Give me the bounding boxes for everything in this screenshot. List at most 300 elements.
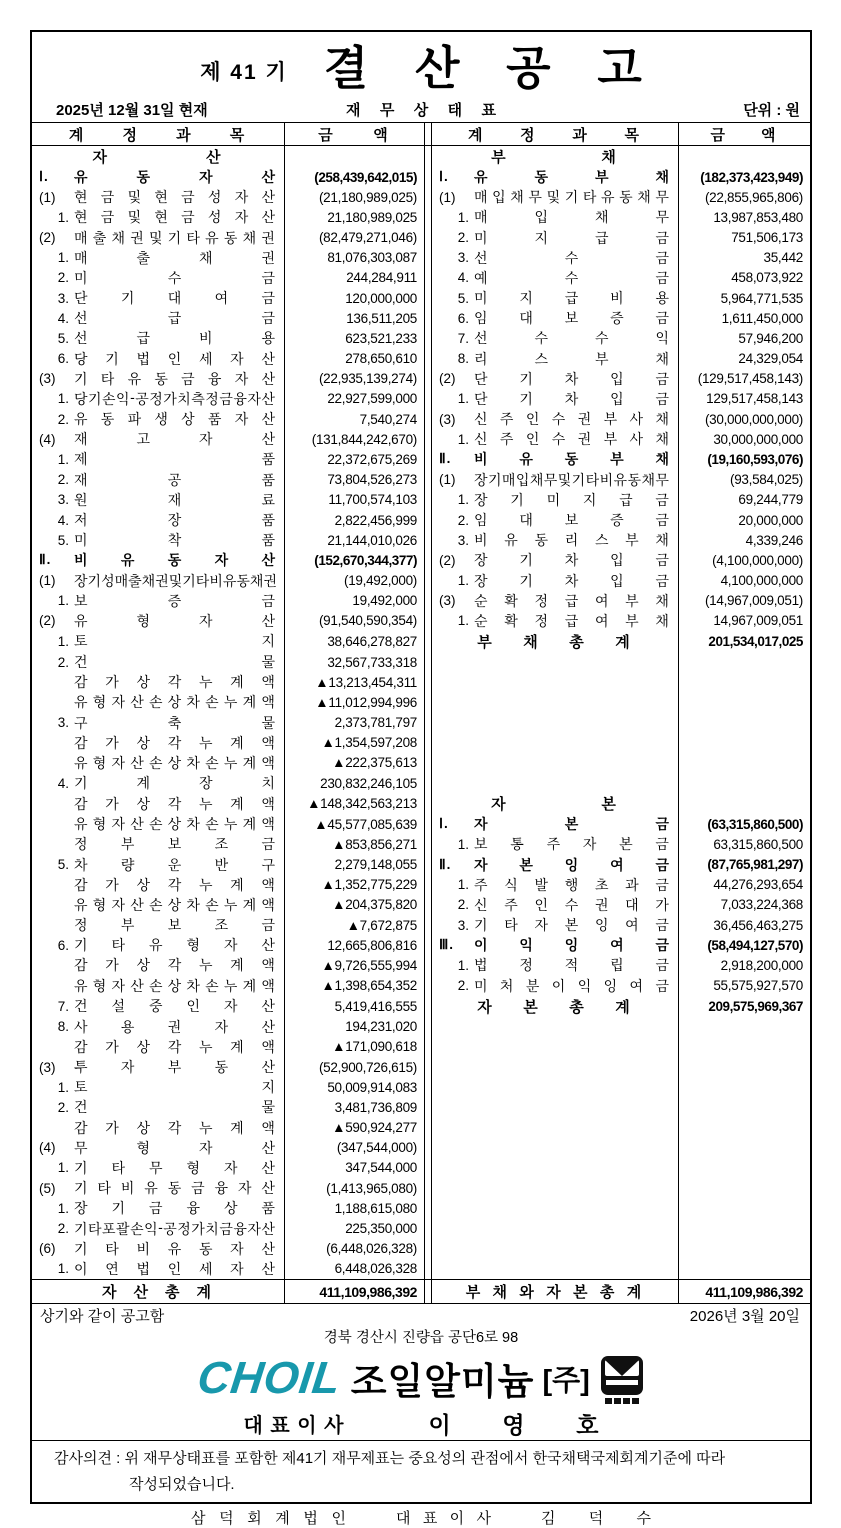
amount-cell xyxy=(679,773,810,793)
amount-cell: 623,521,233 xyxy=(285,328,425,348)
amount-cell xyxy=(679,146,810,167)
column-divider xyxy=(425,895,432,915)
column-divider xyxy=(425,996,432,1017)
table-row xyxy=(32,875,810,895)
account-name: 신 주 인 수 권 부 사 채 xyxy=(474,411,669,428)
table-row xyxy=(32,167,810,187)
account-name: 감 가 상 각 누 계 액 xyxy=(74,1038,275,1055)
column-divider xyxy=(425,570,432,590)
amount-cell: (91,540,590,354) xyxy=(285,611,425,631)
account-prefix: 1. xyxy=(57,209,69,225)
amount-cell: 20,000,000 xyxy=(738,512,803,528)
amount-cell: ▲9,726,555,994 xyxy=(285,955,425,975)
account-cell xyxy=(32,773,285,793)
account-cell xyxy=(32,1239,285,1259)
section-title: 자 산 xyxy=(92,149,221,166)
account-name: 정 부 보 조 금 xyxy=(74,836,275,853)
account-name: 임 대 보 증 금 xyxy=(474,310,669,327)
amount-cell: (182,373,423,949) xyxy=(700,169,803,185)
table-row xyxy=(32,449,810,469)
table-row xyxy=(32,429,810,449)
amount-cell: (6,448,026,328) xyxy=(285,1239,425,1259)
account-cell xyxy=(32,1118,285,1138)
table-row xyxy=(32,814,810,834)
table-row xyxy=(32,976,810,996)
table-row xyxy=(32,369,810,389)
account-cell xyxy=(32,935,285,955)
amount-cell: ▲590,924,277 xyxy=(285,1118,425,1138)
account-name: 원 재 료 xyxy=(74,491,275,508)
amount-cell: 194,231,020 xyxy=(285,1017,425,1037)
account-name: 기 타 무 형 자 산 xyxy=(74,1159,275,1176)
table-row xyxy=(32,1198,810,1218)
column-divider xyxy=(425,389,432,409)
amount-cell: ▲204,375,820 xyxy=(285,895,425,915)
account-prefix: 6. xyxy=(57,937,69,953)
account-cell xyxy=(432,570,679,590)
account-name: 감 가 상 각 누 계 액 xyxy=(74,876,275,893)
account-cell xyxy=(32,652,285,672)
amount-cell xyxy=(679,1198,810,1218)
account-prefix: 6. xyxy=(457,310,469,326)
amount-cell: 1,611,450,000 xyxy=(721,310,803,326)
account-prefix: 1. xyxy=(57,451,69,467)
account-name: 건 설 중 인 자 산 xyxy=(74,998,275,1015)
account-cell xyxy=(32,530,285,550)
amount-cell xyxy=(679,1218,810,1238)
account-prefix: 5. xyxy=(457,290,469,306)
section-header-cell xyxy=(32,146,285,167)
account-name: 매 입 채 무 및 기 타 유 동 채 무 xyxy=(474,189,669,206)
account-cell xyxy=(32,228,285,248)
account-cell xyxy=(432,712,679,732)
account-prefix: 5. xyxy=(57,857,69,873)
account-name: 선 수 금 xyxy=(474,249,669,266)
account-name: 기 타 비 유 동 자 산 xyxy=(74,1240,275,1257)
account-name: 선 급 비 용 xyxy=(74,330,275,347)
account-cell xyxy=(432,773,679,793)
account-name: 신 주 인 수 권 대 가 xyxy=(474,896,669,913)
amount-cell: 38,646,278,827 xyxy=(285,631,425,652)
amount-cell: 22,372,675,269 xyxy=(285,449,425,469)
notice-row xyxy=(32,1304,810,1326)
account-name: 선 수 수 익 xyxy=(474,330,669,347)
amount-cell: (129,517,458,143) xyxy=(697,371,803,387)
column-divider xyxy=(425,1118,432,1138)
amount-cell: 55,575,927,570 xyxy=(713,978,803,994)
table-row xyxy=(32,1158,810,1178)
account-prefix: 2. xyxy=(457,978,469,994)
amount-cell: 458,073,922 xyxy=(731,270,803,286)
table-row xyxy=(32,631,810,652)
account-prefix: 2. xyxy=(57,472,69,488)
column-divider xyxy=(425,733,432,753)
account-cell xyxy=(432,1158,679,1178)
account-prefix: (4) xyxy=(39,431,56,447)
account-cell xyxy=(432,591,679,611)
table-row xyxy=(32,1077,810,1097)
column-divider xyxy=(425,228,432,248)
column-divider xyxy=(425,834,432,854)
total-liab-equity-amount: 411,109,986,392 xyxy=(705,1283,803,1300)
column-divider xyxy=(425,855,432,875)
meta-row xyxy=(32,98,810,122)
account-cell xyxy=(32,449,285,469)
account-cell xyxy=(432,1037,679,1057)
amount-cell: 81,076,303,087 xyxy=(285,248,425,268)
account-prefix: Ⅲ. xyxy=(439,937,455,953)
account-cell xyxy=(32,369,285,389)
account-prefix: 3. xyxy=(57,492,69,508)
account-cell xyxy=(432,1017,679,1037)
column-divider xyxy=(425,123,432,145)
account-cell xyxy=(432,248,679,268)
table-row xyxy=(32,996,810,1017)
column-divider xyxy=(425,692,432,712)
amount-cell: 11,700,574,103 xyxy=(285,490,425,510)
amount-cell: 30,000,000,000 xyxy=(713,431,803,447)
amount-cell: 19,492,000 xyxy=(285,591,425,611)
account-prefix: (3) xyxy=(39,1059,56,1075)
amount-cell: (131,844,242,670) xyxy=(285,429,425,449)
account-prefix: 1. xyxy=(57,633,69,649)
table-row xyxy=(32,1118,810,1138)
amount-cell: ▲222,375,613 xyxy=(285,753,425,773)
audit-opinion-line1: 감사의견 : 위 재무상태표를 포함한 제41기 재무제표는 중요성의 관점에서 한국채택국제회계기준에 따라 xyxy=(54,1450,726,1467)
column-divider xyxy=(425,349,432,369)
column-divider xyxy=(425,1198,432,1218)
column-divider xyxy=(425,308,432,328)
account-cell xyxy=(32,470,285,490)
account-name: 감 가 상 각 누 계 액 xyxy=(74,957,275,974)
account-header-cell xyxy=(32,123,285,145)
account-cell xyxy=(32,814,285,834)
amount-cell xyxy=(679,733,810,753)
column-divider xyxy=(425,1057,432,1077)
account-cell xyxy=(32,753,285,773)
table-row xyxy=(32,1178,810,1198)
account-name: 감 가 상 각 누 계 액 xyxy=(74,734,275,751)
account-prefix: 1. xyxy=(57,593,69,609)
account-name: 기 타 유 형 자 산 xyxy=(74,937,275,954)
amount-cell: 7,540,274 xyxy=(285,409,425,429)
account-prefix: 2. xyxy=(457,512,469,528)
account-cell xyxy=(432,510,679,530)
amount-cell: 69,244,779 xyxy=(738,492,803,508)
account-cell xyxy=(32,570,285,590)
account-prefix: (2) xyxy=(39,613,56,629)
account-name: 건 물 xyxy=(74,654,275,671)
audit-ceo-name: 김 덕 수 xyxy=(541,1510,651,1527)
account-name: 당 기 손 익 - 공 정 가 치 측 정 금 융 자 산 xyxy=(74,388,275,407)
amount-header: 금 액 xyxy=(318,126,388,144)
table-row xyxy=(32,855,810,875)
account-name: 자 본 잉 여 금 xyxy=(474,856,669,873)
account-cell xyxy=(32,167,285,187)
table-row xyxy=(32,712,810,732)
account-prefix: (2) xyxy=(439,371,456,387)
table-row xyxy=(32,288,810,308)
account-prefix: 4. xyxy=(57,775,69,791)
audit-opinion-box xyxy=(32,1440,810,1528)
column-divider xyxy=(425,1138,432,1158)
account-cell xyxy=(32,793,285,814)
account-prefix: 1. xyxy=(457,836,469,852)
account-prefix: Ⅱ. xyxy=(439,451,452,467)
account-cell xyxy=(432,228,679,248)
amount-cell xyxy=(679,692,810,712)
account-prefix: 5. xyxy=(57,532,69,548)
ceo-title: 대 표 이 사 xyxy=(243,1415,344,1437)
column-divider xyxy=(425,1158,432,1178)
announcement-page xyxy=(30,30,812,1527)
amount-cell: 129,517,458,143 xyxy=(706,391,803,407)
table-row xyxy=(32,470,810,490)
amount-cell: (21,180,989,025) xyxy=(285,187,425,207)
amount-cell: (93,584,025) xyxy=(730,472,803,488)
amount-header: 금 액 xyxy=(710,126,776,144)
account-cell xyxy=(432,288,679,308)
column-divider xyxy=(425,1178,432,1198)
account-cell xyxy=(32,672,285,692)
amount-cell: (19,492,000) xyxy=(285,570,425,590)
account-name: 미 착 품 xyxy=(74,532,275,549)
account-cell xyxy=(32,187,285,207)
amount-cell: 751,506,173 xyxy=(731,230,803,246)
account-cell xyxy=(432,935,679,955)
account-name: 장 기 금 융 상 품 xyxy=(74,1200,275,1217)
table-body xyxy=(32,146,810,1279)
account-cell xyxy=(32,308,285,328)
amount-cell xyxy=(679,793,810,814)
account-name: 사 용 권 자 산 xyxy=(74,1018,275,1035)
account-header-cell xyxy=(432,123,679,145)
table-row xyxy=(32,793,810,814)
account-prefix: 8. xyxy=(457,351,469,367)
column-divider xyxy=(425,1259,432,1279)
account-prefix: (2) xyxy=(39,230,56,246)
account-cell xyxy=(432,955,679,975)
account-cell xyxy=(432,1259,679,1279)
amount-cell: ▲1,354,597,208 xyxy=(285,733,425,753)
account-prefix: 7. xyxy=(457,330,469,346)
amount-cell xyxy=(679,1118,810,1138)
table-header-row xyxy=(32,123,810,146)
account-name: 순 확 정 급 여 부 채 xyxy=(474,612,669,629)
total-assets-amount: 411,109,986,392 xyxy=(285,1280,425,1303)
account-cell xyxy=(32,328,285,348)
account-cell xyxy=(32,268,285,288)
account-cell xyxy=(432,268,679,288)
amount-cell: (1,413,965,080) xyxy=(285,1178,425,1198)
table-row xyxy=(32,895,810,915)
account-cell xyxy=(432,1198,679,1218)
amount-cell: (4,100,000,000) xyxy=(712,552,803,568)
table-row xyxy=(32,268,810,288)
account-prefix: 2. xyxy=(57,411,69,427)
column-divider xyxy=(425,167,432,187)
account-name: 보 증 금 xyxy=(74,592,275,609)
table-row xyxy=(32,490,810,510)
account-cell xyxy=(432,1077,679,1097)
account-prefix: 6. xyxy=(57,351,69,367)
column-divider xyxy=(425,429,432,449)
account-prefix: 1. xyxy=(457,573,469,589)
amount-cell: (19,160,593,076) xyxy=(707,451,803,467)
table-row xyxy=(32,672,810,692)
account-prefix: 2. xyxy=(57,1221,69,1236)
account-name: 순 확 정 급 여 부 채 xyxy=(474,592,669,609)
amount-cell: (30,000,000,000) xyxy=(704,411,803,427)
account-cell xyxy=(32,591,285,611)
amount-cell xyxy=(679,1158,810,1178)
account-cell xyxy=(32,834,285,854)
table-row xyxy=(32,248,810,268)
account-prefix: 5. xyxy=(57,330,69,346)
amount-cell: 63,315,860,500 xyxy=(713,836,803,852)
amount-cell: 21,144,010,026 xyxy=(285,530,425,550)
table-row xyxy=(32,328,810,348)
table-row xyxy=(32,753,810,773)
account-prefix: Ⅱ. xyxy=(439,856,452,872)
account-name: 매 출 채 권 및 기 타 유 동 채 권 xyxy=(74,229,275,246)
amount-header-cell xyxy=(285,123,425,145)
account-name: 단 기 차 입 금 xyxy=(474,390,669,407)
column-divider xyxy=(425,631,432,652)
amount-cell: (22,855,965,806) xyxy=(704,189,803,205)
account-cell xyxy=(432,692,679,712)
grand-total-row xyxy=(32,1279,810,1303)
account-cell xyxy=(432,753,679,773)
account-cell xyxy=(432,530,679,550)
column-divider xyxy=(425,409,432,429)
title-row xyxy=(32,32,810,98)
column-divider xyxy=(425,955,432,975)
amount-cell xyxy=(679,672,810,692)
account-name: 매 입 채 무 xyxy=(474,209,669,226)
account-prefix: (3) xyxy=(439,593,456,609)
amount-cell: 22,927,599,000 xyxy=(285,389,425,409)
account-cell xyxy=(432,1178,679,1198)
account-name: 비 유 동 리 스 부 채 xyxy=(474,532,669,549)
account-cell xyxy=(32,1178,285,1198)
account-cell xyxy=(432,875,679,895)
amount-cell: 2,918,200,000 xyxy=(720,957,803,973)
account-prefix: 1. xyxy=(457,877,469,893)
amount-cell: 12,665,806,816 xyxy=(285,935,425,955)
as-of-date: 2025년 12월 31일 현재 xyxy=(56,102,208,119)
amount-cell: 32,567,733,318 xyxy=(285,652,425,672)
account-name: 토 지 xyxy=(74,633,275,650)
account-prefix: Ⅱ. xyxy=(39,552,52,568)
account-prefix: 1. xyxy=(57,1160,69,1176)
account-cell xyxy=(432,733,679,753)
account-name: 장 기 미 지 급 금 xyxy=(474,491,669,508)
column-divider xyxy=(425,510,432,530)
amount-cell: (258,439,642,015) xyxy=(285,167,425,187)
account-name: 제 품 xyxy=(74,451,275,468)
amount-cell: ▲853,856,271 xyxy=(285,834,425,854)
statement-name: 재 무 상 태 표 xyxy=(346,102,496,119)
amount-cell: (87,765,981,297) xyxy=(707,857,803,873)
amount-cell: 7,033,224,368 xyxy=(720,897,803,913)
account-name: 투 자 부 동 산 xyxy=(74,1059,275,1076)
account-prefix: 1. xyxy=(57,1079,69,1095)
account-name: 장 기 차 입 금 xyxy=(474,552,669,569)
account-prefix: 1. xyxy=(457,391,469,407)
amount-cell xyxy=(679,1239,810,1259)
account-name: 유 형 자 산 손 상 차 손 누 계 액 xyxy=(74,896,275,913)
column-divider xyxy=(425,753,432,773)
audit-firm-name: 삼 덕 회 계 법 인 xyxy=(191,1510,346,1527)
amount-cell: ▲1,352,775,229 xyxy=(285,875,425,895)
audit-opinion-line2: 작성되었습니다. xyxy=(129,1476,235,1493)
column-divider xyxy=(425,248,432,268)
company-logo-row xyxy=(32,1347,810,1407)
account-name: 유 형 자 산 손 상 차 손 누 계 액 xyxy=(74,977,275,994)
amount-cell: 2,373,781,797 xyxy=(285,712,425,732)
column-divider xyxy=(425,712,432,732)
amount-cell: (63,315,860,500) xyxy=(707,816,803,832)
account-prefix: (3) xyxy=(439,411,456,427)
account-cell xyxy=(432,1239,679,1259)
account-name: 미 지 급 비 용 xyxy=(474,290,669,307)
table-row xyxy=(32,915,810,935)
account-cell xyxy=(32,915,285,935)
account-name: 장 기 매 입 채 무 및 기 타 비 유 동 채 무 xyxy=(474,471,669,488)
account-prefix: 2. xyxy=(457,230,469,246)
account-cell xyxy=(432,369,679,389)
account-cell xyxy=(432,1118,679,1138)
account-header: 계 정 과 목 xyxy=(468,126,639,144)
account-prefix: (5) xyxy=(39,1180,56,1196)
account-cell xyxy=(32,1138,285,1158)
account-cell xyxy=(432,631,679,652)
amount-cell xyxy=(679,1057,810,1077)
amount-cell: 35,442 xyxy=(763,250,803,266)
account-prefix: 1. xyxy=(457,209,469,225)
account-cell xyxy=(432,167,679,187)
section-title: 부 채 xyxy=(491,149,616,166)
account-name: 감 가 상 각 누 계 액 xyxy=(74,674,275,691)
column-divider xyxy=(425,875,432,895)
unit-label: 단위 : 원 xyxy=(743,102,800,119)
account-name: 현 금 및 현 금 성 자 산 xyxy=(74,209,275,226)
account-cell xyxy=(432,1218,679,1238)
amount-cell: 24,329,054 xyxy=(738,351,803,367)
account-prefix: (1) xyxy=(439,189,456,205)
account-prefix: 1. xyxy=(57,250,69,266)
account-cell xyxy=(32,855,285,875)
table-row xyxy=(32,349,810,369)
account-name: 감 가 상 각 누 계 액 xyxy=(74,1119,275,1136)
company-seal-icon xyxy=(600,1355,644,1407)
account-prefix: 2. xyxy=(57,1099,69,1115)
amount-cell: 36,456,463,275 xyxy=(713,917,803,933)
column-divider xyxy=(425,449,432,469)
account-cell xyxy=(32,1057,285,1077)
account-cell xyxy=(432,187,679,207)
account-prefix: 1. xyxy=(57,391,69,407)
account-name: 건 물 xyxy=(74,1099,275,1116)
amount-cell: ▲1,398,654,352 xyxy=(285,976,425,996)
account-cell xyxy=(32,712,285,732)
balance-sheet-table xyxy=(32,122,810,1304)
account-name: 장 기 성 매 출 채 권 및 기 타 비 유 동 채 권 xyxy=(74,572,277,589)
section-header-cell xyxy=(432,793,679,814)
amount-cell: 14,967,009,051 xyxy=(713,613,803,629)
column-divider xyxy=(425,369,432,389)
